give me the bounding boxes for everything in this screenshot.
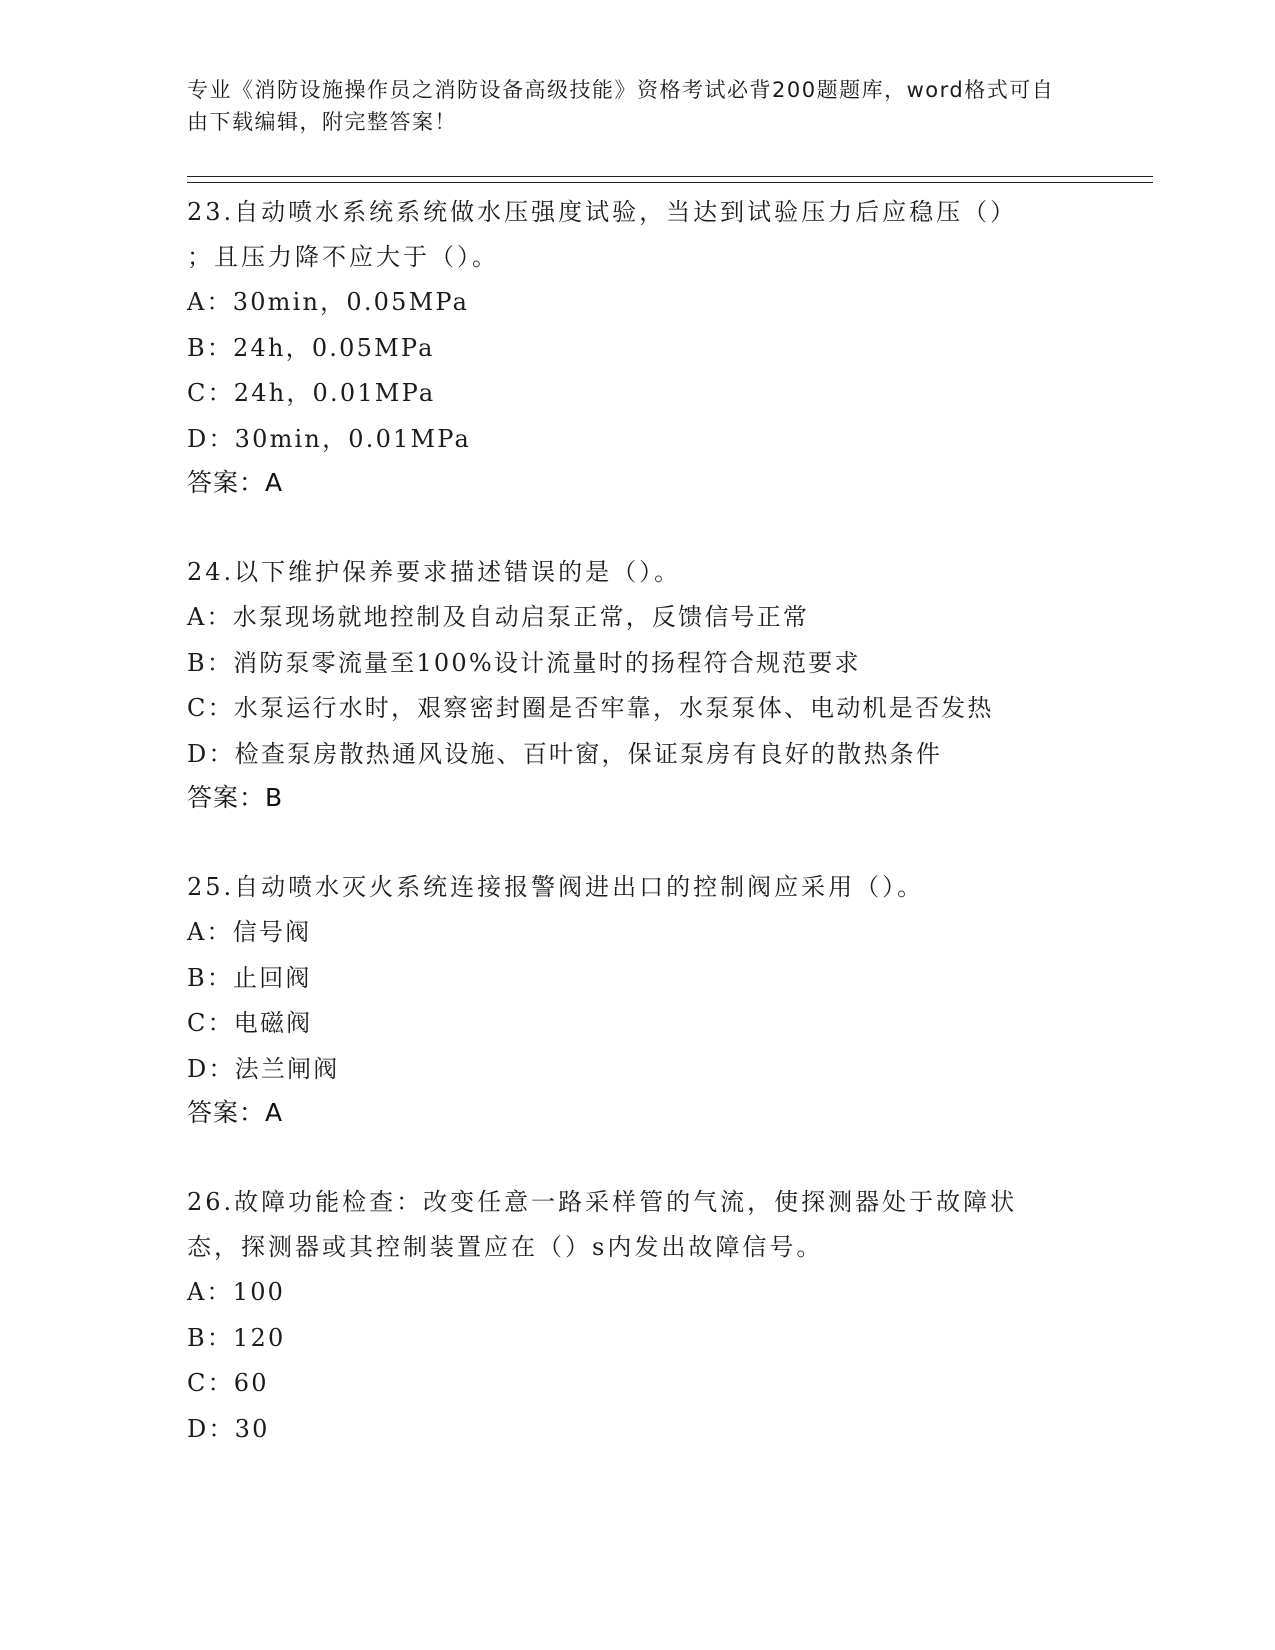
option-c: C：水泵运行水时，艰察密封圈是否牢靠，水泵泵体、电动机是否发热 — [187, 694, 994, 722]
question-stem: 25.自动喷水灭火系统连接报警阀进出口的控制阀应采用（）。 — [187, 873, 925, 901]
option-b: B：止回阀 — [187, 963, 312, 992]
option-d: D：法兰闸阀 — [187, 1054, 340, 1083]
question-24 — [187, 550, 1087, 819]
answer: 答案：B — [187, 783, 284, 812]
option-c: C：24h，0.01MPa — [187, 379, 436, 407]
option-d: D：检查泵房散热通风设施、百叶窗，保证泵房有良好的散热条件 — [187, 739, 943, 768]
option-a: A：100 — [187, 1278, 286, 1306]
option-a: A：信号阀 — [187, 918, 312, 946]
option-c: C：电磁阀 — [187, 1009, 313, 1037]
option-b: B：24h，0.05MPa — [187, 333, 435, 362]
option-a: A：水泵现场就地控制及自动启泵正常，反馈信号正常 — [187, 603, 810, 631]
document-header: 专业《消防设施操作员之消防设备高级技能》资格考试必背200题题库，word格式可自由下载编辑，附完整答案！ — [187, 78, 1055, 134]
option-d: D：30 — [187, 1414, 270, 1443]
answer: 答案：A — [187, 468, 284, 497]
option-a: A：30min，0.05MPa — [187, 288, 470, 316]
question-stem: 23.自动喷水系统系统做水压强度试验，当达到试验压力后应稳压（） — [187, 198, 1018, 226]
option-d: D：30min，0.01MPa — [187, 424, 472, 453]
question-list — [187, 190, 1087, 1498]
question-stem: 24.以下维护保养要求描述错误的是（）。 — [187, 558, 682, 586]
question-26 — [187, 1180, 1087, 1452]
question-stem-continued: ；且压力降不应大于（）。 — [187, 243, 499, 271]
question-stem: 26.故障功能检查：改变任意一路采样管的气流，使探测器处于故障状 — [187, 1188, 1018, 1216]
option-b: B：消防泵零流量至100%设计流量时的扬程符合规范要求 — [187, 648, 861, 677]
option-c: C：60 — [187, 1369, 269, 1397]
question-stem-continued: 态，探测器或其控制装置应在（）s内发出故障信号。 — [187, 1233, 824, 1261]
question-23 — [187, 190, 1087, 504]
question-25 — [187, 865, 1087, 1134]
answer: 答案：A — [187, 1098, 284, 1127]
option-b: B：120 — [187, 1323, 286, 1352]
header-divider-top — [187, 176, 1153, 177]
header-divider-bottom — [187, 182, 1153, 183]
